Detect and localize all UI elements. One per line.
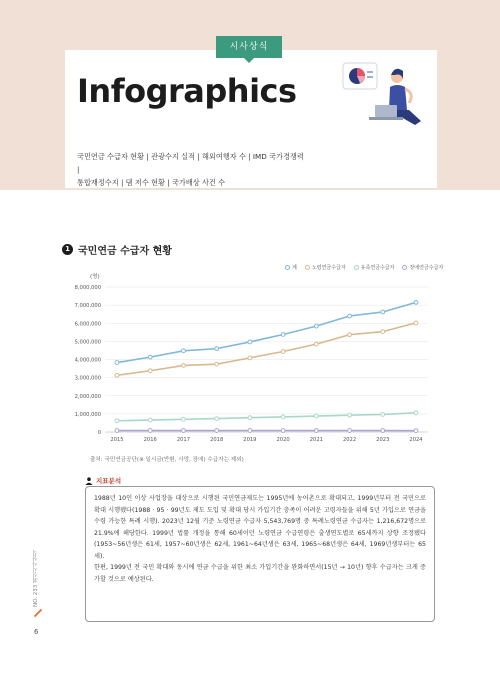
data-point bbox=[348, 333, 352, 337]
legend-label: 계 bbox=[292, 265, 297, 271]
x-tick-label: 2015 bbox=[110, 437, 124, 443]
pie-chart-icon bbox=[343, 63, 377, 89]
data-point bbox=[148, 418, 152, 422]
x-tick-label: 2020 bbox=[276, 437, 290, 443]
data-point bbox=[348, 429, 352, 433]
x-tick-label: 2024 bbox=[409, 437, 423, 443]
legend-label: 노령연금수급자 bbox=[311, 265, 346, 271]
person-with-laptop-illustration bbox=[335, 55, 435, 140]
x-tick-label: 2017 bbox=[176, 437, 191, 443]
analysis-heading bbox=[85, 476, 121, 485]
y-tick-label: 8,000,000 bbox=[74, 285, 101, 291]
analysis-box bbox=[85, 486, 435, 622]
data-point bbox=[215, 429, 219, 433]
pencil-icon bbox=[34, 609, 42, 617]
section-heading bbox=[62, 242, 172, 257]
section-tag: 시사상식 bbox=[216, 36, 282, 58]
y-tick-label: 7,000,000 bbox=[74, 303, 101, 310]
data-point bbox=[215, 362, 219, 366]
data-point bbox=[115, 373, 119, 377]
analysis-heading-label: 지표분석 bbox=[96, 477, 122, 485]
y-tick-label: 2,000,000 bbox=[74, 393, 101, 400]
data-point bbox=[348, 413, 352, 417]
data-point bbox=[248, 356, 252, 360]
data-point bbox=[414, 429, 418, 433]
data-point bbox=[148, 369, 152, 373]
issue-label: NO. 233 최신시사상식 bbox=[33, 550, 39, 607]
data-point bbox=[215, 347, 219, 351]
y-tick-label: 6,000,000 bbox=[74, 321, 101, 328]
legend-label: 유족연금수급자 bbox=[360, 265, 395, 271]
data-point bbox=[115, 361, 119, 365]
data-point bbox=[115, 419, 119, 423]
data-point bbox=[314, 414, 318, 418]
data-point bbox=[314, 429, 318, 433]
analysis-paragraph-1: 1988년 10인 이상 사업장을 대상으로 시행된 국민연금제도는 1995년에 농어촌으로 확대되고, 1999년부터 전 국민으로 확대 시행됐다(1988 · 95 · 99년도 제도 도입 및 확대 당시 가입기간 충족이 어려운 고령자들을 위해 5년 가입으로 연금을 수령 가능한 특례 시행). 2023년 12월 기준 노령연금 수급자 5,543,769명 중 특례노령연금 수급자는 1,216,672명으로 21.9%에 해당한다. 1999년 법률 개정을 통해 60세이던 노령연금 수급연령은 출생연도별로 65세까지 상향 조정됐다(1953~56년생은 61세, 1957~60년생은 62세, 1961~64년생은 63세, 1965~68년생은 64세, 1969년생부터는 65세). bbox=[94, 495, 426, 560]
x-tick-label: 2018 bbox=[210, 437, 224, 443]
data-point bbox=[348, 314, 352, 318]
data-point bbox=[215, 417, 219, 421]
data-point bbox=[281, 350, 285, 354]
data-point bbox=[314, 324, 318, 328]
series-line-1 bbox=[117, 323, 416, 375]
data-point bbox=[381, 413, 385, 417]
page-number: 6 bbox=[34, 628, 39, 636]
y-tick-label: 1,000,000 bbox=[74, 411, 101, 418]
y-tick-label: 5,000,000 bbox=[74, 339, 101, 346]
data-point bbox=[381, 310, 385, 314]
x-tick-label: 2019 bbox=[243, 437, 257, 443]
x-tick-label: 2021 bbox=[309, 437, 323, 443]
data-point bbox=[414, 321, 418, 325]
data-point bbox=[248, 416, 252, 420]
data-point bbox=[414, 301, 418, 305]
data-point bbox=[148, 355, 152, 359]
page-title: Infographics bbox=[77, 72, 297, 110]
pension-recipients-line-chart bbox=[60, 270, 440, 450]
data-point bbox=[281, 429, 285, 433]
y-tick-label: 3,000,000 bbox=[74, 375, 101, 382]
data-point bbox=[281, 415, 285, 419]
y-tick-label: 4,000,000 bbox=[74, 357, 101, 364]
data-point bbox=[314, 342, 318, 346]
x-tick-label: 2016 bbox=[143, 437, 157, 443]
legend-label: 장애연금수급자 bbox=[409, 265, 444, 271]
data-point bbox=[248, 340, 252, 344]
topic-line-1: 국민연금 수급자 현황 | 관광수지 실적 | 해외여행자 수 | IMD 국가경쟁력 | bbox=[77, 152, 304, 174]
person-icon bbox=[85, 477, 93, 485]
topic-list bbox=[77, 150, 307, 189]
x-tick-label: 2023 bbox=[376, 437, 390, 443]
data-point bbox=[182, 364, 186, 368]
data-point bbox=[381, 429, 385, 433]
data-point bbox=[281, 333, 285, 337]
data-point bbox=[182, 429, 186, 433]
x-tick-label: 2022 bbox=[342, 437, 357, 443]
topic-line-2: 통합재정수지 | 댐 저수 현황 | 국가배상 사건 수 bbox=[77, 178, 226, 187]
data-point bbox=[414, 411, 418, 415]
data-point bbox=[381, 330, 385, 334]
y-tick-label: 0 bbox=[97, 430, 101, 436]
y-unit-label: (명) bbox=[90, 274, 100, 280]
analysis-paragraph-2: 한편, 1999년 전 국민 확대와 동시에 연금 수급을 위한 최소 가입기간을 완화하면서(15년 → 10년) 향후 수급자는 크게 증가할 것으로 예상된다. bbox=[94, 564, 426, 583]
data-point bbox=[248, 429, 252, 433]
section-number: 1 bbox=[62, 244, 73, 255]
section-title: 국민연금 수급자 현황 bbox=[78, 246, 172, 257]
data-point bbox=[148, 429, 152, 433]
data-point bbox=[115, 429, 119, 433]
chart-source: 출처: 국민연금공단(※ 일시금(반환, 사망, 장애) 수급자는 제외) bbox=[90, 457, 244, 463]
data-point bbox=[182, 349, 186, 353]
data-point bbox=[182, 417, 186, 421]
